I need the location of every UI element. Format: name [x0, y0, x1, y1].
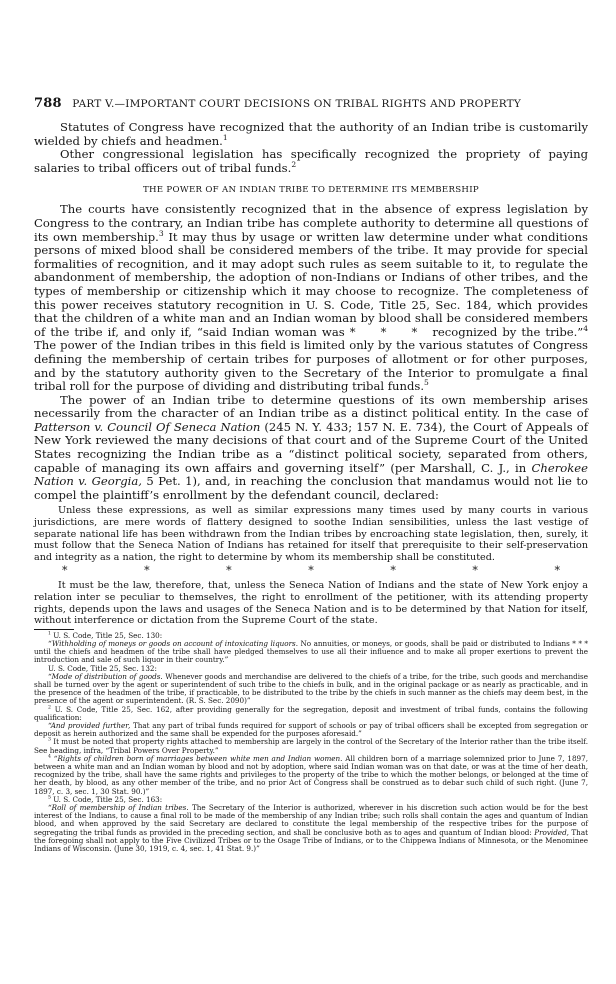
footnote-1-cite-2: U. S. Code, Title 25, Sec. 132:: [48, 663, 157, 673]
footnote-1: $^1$ U. S. Code, Title 25, Sec. 130:: [48, 630, 163, 640]
running-header: [34, 96, 588, 111]
footnote-1-quote: “Withholding of moneys or goods on account of intoxicating liquors. No annuities, or moneys, or goods, shall be paid or distributed to Indians * * * until the chiefs and headmen of the tribe shall have pledged themselves to use all their influence and to make all proper exertions to prevent the introduction and sale of such liquor in their country.”: [34, 638, 588, 665]
paragraph-membership-power: The courts have consistently recognized that in the absence of express legislation by Congress to the contrary, an Indian tribe has complete authority to determine all questions of its own membership.$^3$ It may thus by usage or written law determine under what conditions persons of mixed blood shall be considered members of the tribe. It may provide for special formalities of recognition, and it may adopt such rules as seem suitable to it, to regulate the abandonment of membership, the adoption of non-Indians or Indians of other tribes, and the types of membership or citizenship which it may choose to recognize. The completeness of this power receives statutory recognition in U. S. Code, Title 25, Sec. 184, which provides that the children of a white man and an Indian woman by blood shall be considered members of the tribe if, and only if, “said Indian woman was * * * recognized by the tribe.”$^4$ The power of the Indian tribes in this field is limited only by the various statutes of Congress defining the membership of certain tribes for purposes of allotment or for other purposes, and by the statutory authority given to the Secretary of the Interior to promulgate a final tribal roll for the purpose of dividing and distributing tribal funds.$^5$: [34, 202, 589, 394]
section-heading: THE POWER OF AN INDIAN TRIBE TO DETERMINE ITS MEMBERSHIP: [142, 185, 480, 196]
footnote-ref: 4: [583, 323, 589, 333]
footnote-4: $^4$ “Rights of children born of marriages between white men and Indian women. All children born of a marriage solemnized prior to June 7, 1897, between a white man and an Indian woman by blood and not by adoption, where said Indian woman was on that date, or was at the time of her death, recognized by the tribe, shall have the same rights and privileges to the property of the tribe to which the mother belongs, or belonged at the time of her death, by blood, as any other member of the tribe, and no prior Act of Congress shall be construed as to debar such child of such right. (June 7, 1897, c. 3, sec. 1, 30 Stat. 90.)”: [34, 753, 588, 796]
paragraph-political-entity: The power of an Indian tribe to determine questions of its own membership arises necessarily from the character of an Indian tribe as a distinct political entity. In the case of Patterson v. Council Of Seneca Nation (245 N. Y. 433; 157 N. E. 734), the Court of Appeals of New York reviewed the many decisions of that court and of the Supreme Court of the United States recognizing the Indian tribe as a “distinct political society, separated from others, capable of managing its own affairs and governing itself” (per Marshall, C. J., in Cherokee Nation v. Georgia, 5 Pet. 1), and, in reaching the conclusion that mandamus would not lie to compel the plaintiff’s enrollment by the defendant council, declared:: [34, 392, 589, 502]
footnote-divider: [34, 629, 74, 630]
running-title: PART V.—IMPORTANT COURT DECISIONS ON TRIBAL RIGHTS AND PROPERTY: [72, 98, 521, 110]
omission-stars: * * *: [349, 324, 428, 339]
footnote-3: $^3$ It must be noted that property rights attached to membership are largely in the control of the Secretary of the Interior rather than the tribe itself. See heading, infra, “Tribal Powers Over Property.”: [34, 737, 588, 755]
footnote-ref: 5: [424, 378, 429, 388]
footnote-1-quote-2: “Mode of distribution of goods. Whenever goods and merchandise are delivered to the chiefs of a tribe, for the tribe, such goods and merchandise shall be turned over by the agent or superintendent of such tribe to the chiefs in bulk, and in the original package or as nearly as practicable, and in the presence of the headmen of the tribe, if practicable, to be distributed to the tribe by the chiefs in such manner as the chiefs may deem best, in the presence of the agent or superintendent. (R. S. Sec. 2090)”: [34, 671, 589, 706]
footnote-2: $^2$ U. S. Code, Title 25, Sec. 162, after providing generally for the segregation, deposit and investment of tribal funds, contains the following qualification:: [34, 704, 588, 722]
footnote-2-quote: “And provided further, That any part of tribal funds required for support of schools or pay of tribal officers shall be excepted from segregation or deposit as herein authorized and the same shall be expended for the purposes aforesaid.”: [34, 721, 588, 739]
paragraph-chiefs: Statutes of Congress have recognized that the authority of an Indian tribe is customarily wielded by chiefs and headmen.$^1$: [34, 120, 588, 148]
paragraph-salaries: Other congressional legislation has specifically recognized the propriety of paying salaries to tribal officers out of tribal funds.$^2$: [34, 147, 588, 175]
footnote-ref: 1: [222, 132, 228, 142]
footnote-5: $^5$ U. S. Code, Title 25, Sec. 163:: [48, 794, 163, 804]
case-name: Patterson v. Council Of Seneca Nation: [34, 419, 261, 434]
ellipsis-row: * * * * * * *: [62, 564, 560, 578]
block-quote: It must be the law, therefore, that, unless the Seneca Nation of Indians and the state of New York enjoy a relation inter se peculiar to themselves, the right to enrollment of the petitioner, with its attending property rights, depends upon the laws and usages of the Seneca Nation and is to be determined by that Nation for itself, without interference or dictation from the Supreme Court of the state.: [34, 580, 588, 627]
footnote-5-quote: “Roll of membership of Indian tribes. The Secretary of the Interior is authorized, wherever in his discretion such action would be for the best interest of the Indians, to cause a final roll to be made of the membership of any Indian tribe; such rolls shall contain the ages and quantum of Indian blood, and when approved by the said Secretary are declared to constitute the legal membership of the respective tribes for the purpose of segregating the tribal funds as provided in the preceding section, and shall be conclusive both as to ages and quantum of Indian blood: Provided, That the foregoing shall not apply to the Five Civilized Tribes or to the Osage Tribe of Indians, or to the Chippewa Indians of Minnesota, or the Menominee Indians of Wisconsin. (June 30, 1919, c. 4, sec. 1, 41 Stat. 9.)”: [34, 803, 588, 854]
case-name: Cherokee Nation v. Georgia,: [34, 460, 588, 489]
footnote-ref: 2: [291, 159, 297, 169]
block-quote: Unless these expressions, as well as similar expressions many times used by many courts in various jurisdictions, are mere words of flattery designed to soothe Indian sensibilities, unless the last vestige of separate national life has been withdrawn from the Indian tribes by encroaching state legislation, then, surely, it must follow that the Seneca Nation of Indians has retained for itself that prerequisite to their self-preservation and integrity as a nation, the right to determine by whom its membership shall be constituted.: [34, 505, 588, 563]
document-page: [34, 96, 588, 853]
footnote-ref: 3: [158, 228, 164, 238]
page-number: 788: [34, 96, 62, 111]
